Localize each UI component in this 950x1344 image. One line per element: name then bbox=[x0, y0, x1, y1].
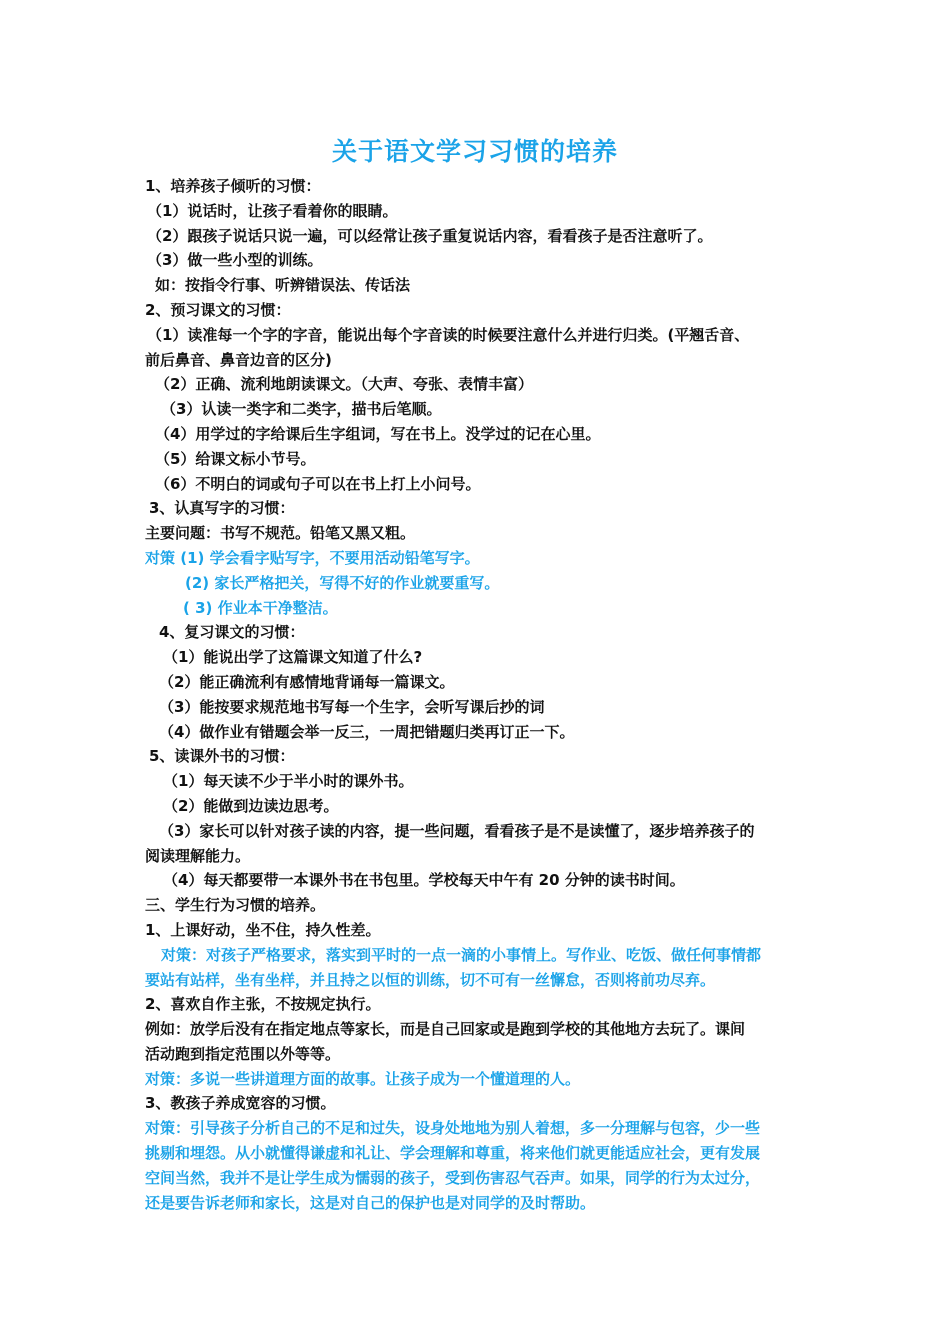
text-line: 2、预习课文的习惯： bbox=[145, 300, 291, 319]
text-line: （4）每天都要带一本课外书在书包里。学校每天中午有 20 分钟的读书时间。 bbox=[163, 871, 685, 890]
text-line: （3）做一些小型的训练。 bbox=[147, 251, 323, 270]
text-line: 1、上课好动，坐不住，持久性差。 bbox=[145, 920, 381, 939]
text-line: 4、复习课文的习惯： bbox=[159, 623, 305, 642]
text-line: （1）能说出学了这篇课文知道了什么? bbox=[163, 648, 423, 667]
text-line: 三、学生行为习惯的培养。 bbox=[145, 896, 326, 915]
text-line: （2）正确、流利地朗读课文。（大声、夸张、表情丰富） bbox=[155, 375, 533, 394]
text-line: 还是要告诉老师和家长，这是对自己的保护也是对同学的及时帮助。 bbox=[145, 1193, 596, 1212]
text-line: （2）能正确流利有感情地背诵每一篇课文。 bbox=[159, 672, 455, 691]
text-line: （2）跟孩子说话只说一遍，可以经常让孩子重复说话内容，看看孩子是否注意听了。 bbox=[147, 226, 713, 245]
text-line: 对策：引导孩子分析自己的不足和过失，设身处地地为别人着想，多一分理解与包容，少一些 bbox=[145, 1119, 761, 1138]
text-line: （1）每天读不少于半小时的课外书。 bbox=[163, 772, 414, 791]
text-line: （5）给课文标小节号。 bbox=[155, 449, 316, 468]
text-line: 如：按指令行事、听辨错误法、传话法 bbox=[155, 276, 411, 295]
text-line: （6）不明白的词或句子可以在书上打上小问号。 bbox=[155, 474, 481, 493]
text-line: 对策：多说一些讲道理方面的故事。让孩子成为一个懂道理的人。 bbox=[145, 1069, 581, 1088]
text-line: 3、教孩子养成宽容的习惯。 bbox=[145, 1094, 336, 1113]
text-line: ( 3) 作业本干净整洁。 bbox=[183, 598, 338, 617]
text-line: （2）能做到边读边思考。 bbox=[163, 796, 339, 815]
text-line: 活动跑到指定范围以外等等。 bbox=[145, 1044, 341, 1063]
text-line: 主要问题：书写不规范。铅笔又黑又粗。 bbox=[145, 524, 416, 543]
text-line: （1）读准每一个字的字音，能说出每个字音读的时候要注意什么并进行归类。(平翘舌音、 bbox=[147, 325, 750, 344]
text-line: 2、喜欢自作主张，不按规定执行。 bbox=[145, 995, 381, 1014]
text-line: （4）用学过的字给课后生字组词，写在书上。没学过的记在心里。 bbox=[155, 424, 601, 443]
text-line: 阅读理解能力。 bbox=[145, 846, 251, 865]
text-line: 例如：放学后没有在指定地点等家长，而是自己回家或是跑到学校的其他地方去玩了。课间 bbox=[145, 1020, 746, 1039]
text-line: （3）能按要求规范地书写每一个生字，会听写课后抄的词 bbox=[159, 697, 545, 716]
text-line: 前后鼻音、鼻音边音的区分) bbox=[145, 350, 332, 369]
text-line: 要站有站样，坐有坐样，并且持之以恒的训练，切不可有一丝懈怠，否则将前功尽弃。 bbox=[145, 970, 716, 989]
text-line: （4）做作业有错题会举一反三，一周把错题归类再订正一下。 bbox=[159, 722, 575, 741]
text-line: （3）家长可以针对孩子读的内容，提一些问题，看看孩子是不是读懂了，逐步培养孩子的 bbox=[159, 821, 755, 840]
text-line: 1、培养孩子倾听的习惯： bbox=[145, 177, 321, 195]
document-title: 关于语文学习习惯的培养 bbox=[331, 137, 618, 166]
text-line: 挑剔和埋怨。从小就懂得谦虚和礼让、学会理解和尊重，将来他们就更能适应社会，更有发展 bbox=[145, 1144, 761, 1163]
text-line: (2) 家长严格把关，写得不好的作业就要重写。 bbox=[185, 573, 500, 592]
text-line: 空间当然，我并不是让学生成为懦弱的孩子，受到伤害忍气吞声。如果，同学的行为太过分， bbox=[145, 1168, 761, 1187]
text-line: （1）说话时，让孩子看着你的眼睛。 bbox=[147, 201, 398, 220]
text-line: 对策 (1) 学会看字贴写字，不要用活动铅笔写字。 bbox=[145, 548, 480, 567]
text-line: 3、认真写字的习惯： bbox=[149, 499, 295, 518]
text-line: 5、读课外书的习惯： bbox=[149, 747, 295, 766]
text-line: 对策：对孩子严格要求，落实到平时的一点一滴的小事情上。写作业、吃饭、做任何事情都 bbox=[161, 945, 762, 964]
document-body bbox=[145, 174, 815, 1215]
text-line: （3）认读一类字和二类字，描书后笔顺。 bbox=[161, 400, 442, 419]
